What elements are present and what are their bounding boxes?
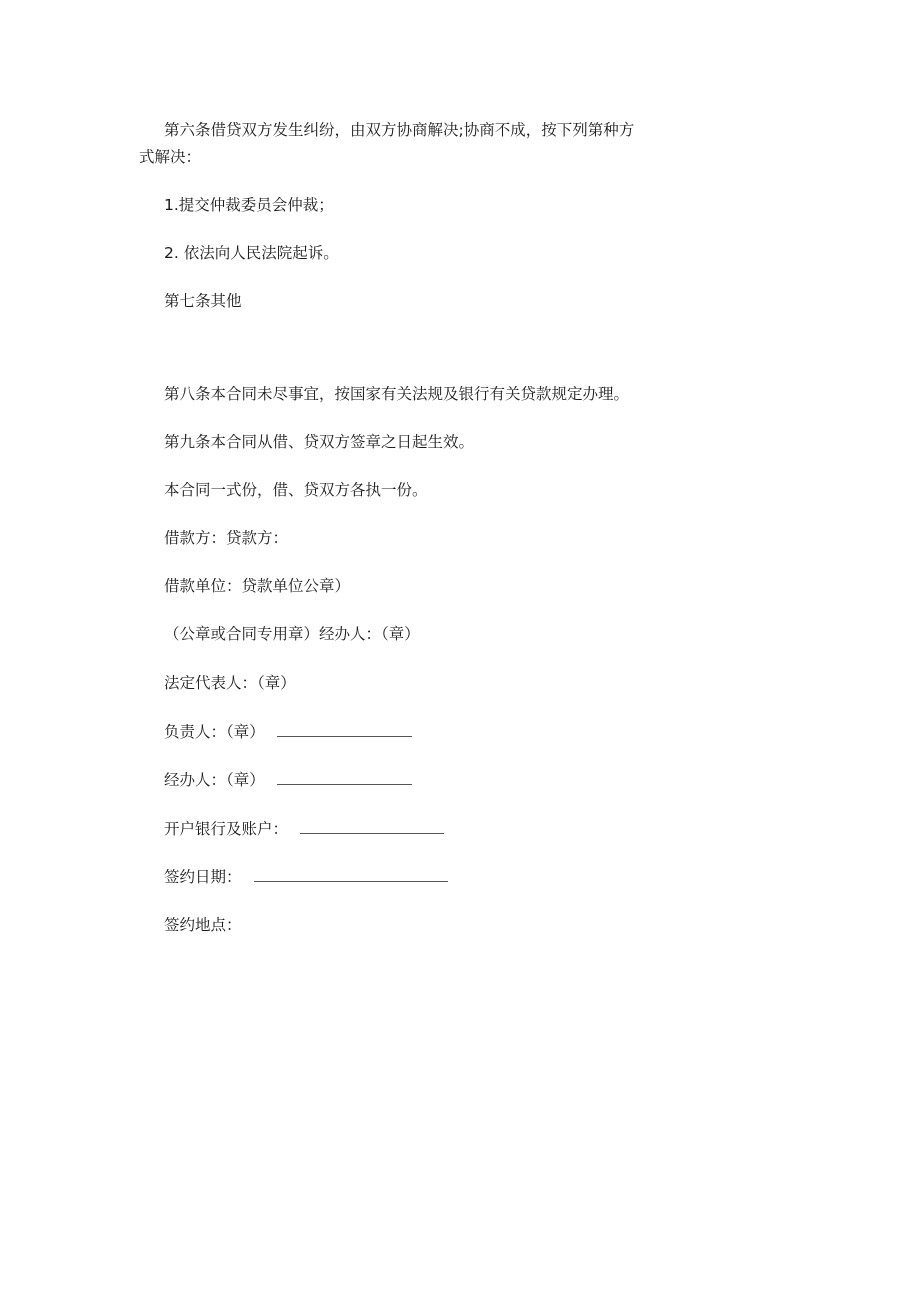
responsible-signature-blank [277,721,412,737]
legal-rep-line: 法定代表人：（章） [164,674,296,692]
handler-label: 经办人：（章） [164,771,265,789]
option-2: 2. 依法向人民法院起诉。 [164,244,339,262]
bank-account-blank [300,818,444,834]
units-line: 借款单位：贷款单位公章） [164,577,351,595]
article-9: 第九条本合同从借、贷双方签章之日起生效。 [164,433,475,451]
handler-signature-blank [277,769,412,785]
seal-agent-line: （公章或合同专用章）经办人：（章） [164,625,420,643]
article-6-line-1: 第六条借贷双方发生纠纷，由双方协商解决;协商不成，按下列第种方 [164,121,635,139]
handler-line [164,769,412,790]
responsible-label: 负责人：（章） [164,723,265,741]
sign-date-label: 签约日期： [164,868,242,886]
article-7: 第七条其他 [164,292,242,310]
parties-line: 借款方：贷款方： [164,529,289,547]
sign-date-blank [254,866,448,882]
option-1: 1.提交仲裁委员会仲裁； [164,196,334,214]
sign-date-line [164,866,448,887]
article-8: 第八条本合同未尽事宜，按国家有关法规及银行有关贷款规定办理。 [164,385,630,403]
responsible-line [164,721,412,742]
article-6-line-2: 式解决： [139,148,202,166]
bank-account-label: 开户银行及账户： [164,820,289,838]
bank-account-line [164,818,444,839]
sign-place-line: 签约地点： [164,916,242,934]
copies-clause: 本合同一式份，借、贷双方各执一份。 [164,481,428,499]
